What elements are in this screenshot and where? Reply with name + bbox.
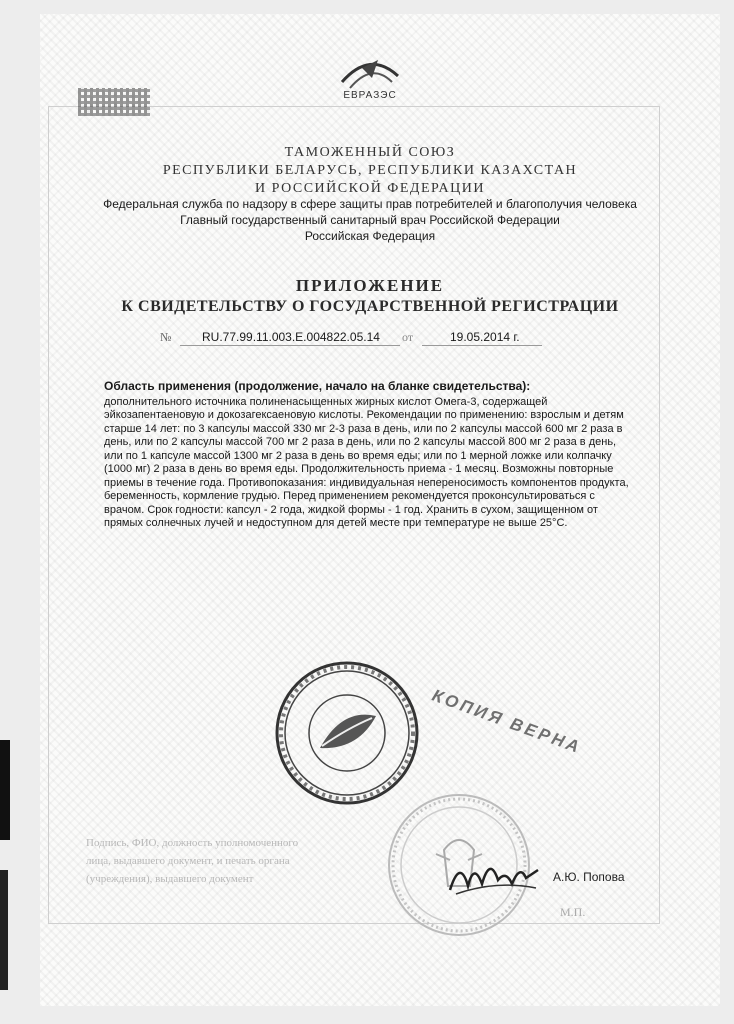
- registration-number: RU.77.99.11.003.Е.004822.05.14: [202, 330, 380, 344]
- registration-date: 19.05.2014 г.: [450, 330, 520, 344]
- copy-verified-stamp: КОПИЯ ВЕРНА: [429, 685, 585, 758]
- countries-line-1: РЕСПУБЛИКИ БЕЛАРУСЬ, РЕСПУБЛИКИ КАЗАХСТАН: [162, 163, 578, 178]
- date-label: от: [402, 330, 414, 344]
- handwritten-signature: [446, 850, 542, 900]
- corner-ornament: [78, 88, 150, 116]
- number-underline: [180, 345, 400, 346]
- scope-of-application: [104, 380, 634, 531]
- label-line: Подпись, ФИО, должность уполномоченного: [86, 837, 299, 849]
- label-line: (учреждения), выдавшего документ: [86, 873, 254, 885]
- emblem-label: ЕВРАЗЭС: [343, 90, 397, 101]
- signer-name: А.Ю. Попова: [553, 870, 625, 884]
- number-label: №: [160, 330, 172, 344]
- document-subtitle: К СВИДЕТЕЛЬСТВУ О ГОСУДАРСТВЕННОЙ РЕГИСТРАЦИИ: [121, 298, 619, 315]
- label-line: лица, выдавшего документ, и печать органа: [86, 855, 290, 867]
- country-name: Российская Федерация: [304, 229, 436, 243]
- scope-heading: Область применения (продолжение, начало на бланке свидетельства):: [104, 379, 531, 393]
- scan-edge-mark: [0, 740, 10, 840]
- agency-name: Федеральная служба по надзору в сфере защиты прав потребителей и благополучия человека: [103, 197, 637, 211]
- scope-text: дополнительного источника полиненасыщенных жирных кислот Омега-3, содержащей эйкозапентаеновую и докозагексаеновую кислоты. Рекомендации по применению: взрослым и детям старше 14 лет: по 3 капсулы массой 330 мг 2-3 раза в день, или по 2 капсулы массой 600 мг 2 раза в день, или по 2 капсулы массой 700 мг 2 раза в день, или по 2 капсулы массой 800 мг 2 раза в день, или по 1 капсуле массой 1300 мг 2 раза в день во время еды; или по 1 мерной ложке или колпачку (1000 мг) 2 раза в день во время еды. Продолжительность приема - 1 месяц. Возможны повторные приемы в течение года. Противопоказания: индивидуальная непереносимость компонентов продукта, беременность, кормление грудью. Перед применением рекомендуется проконсультироваться с врачом. Срок годности: капсул - 2 года, жидкой формы - 1 год. Хранить в сухом, защищенном от прямых солнечных лучей и недоступном для детей месте при температуре не выше 25°С.: [104, 395, 629, 529]
- signature-field-label: [86, 834, 386, 888]
- chief-doctor-title: Главный государственный санитарный врач Российской Федерации: [180, 213, 560, 227]
- document-title: ПРИЛОЖЕНИЕ: [295, 276, 445, 295]
- registration-line: [160, 330, 560, 350]
- customs-union-heading: ТАМОЖЕННЫЙ СОЮЗ: [284, 145, 456, 160]
- scan-edge-mark: [0, 870, 8, 990]
- date-underline: [422, 345, 542, 346]
- seal-place-label: М.П.: [560, 905, 586, 919]
- countries-line-2: И РОССИЙСКОЙ ФЕДЕРАЦИИ: [255, 181, 485, 196]
- organization-stamp-icon: [272, 658, 422, 808]
